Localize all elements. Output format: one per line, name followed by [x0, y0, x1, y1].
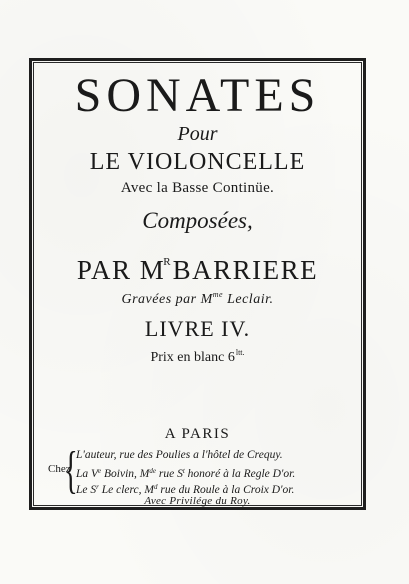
address-2-part-d: honoré à la Regle D'or.: [184, 468, 296, 480]
avec-line: Avec la Basse Continüe.: [120, 180, 275, 196]
address-2-sup-3: t: [182, 467, 185, 475]
engraver-name: Leclair.: [227, 292, 274, 307]
address-3-sup-2: d: [154, 483, 158, 491]
address-2-part-c: rue S: [156, 468, 183, 480]
engraver-line: [33, 286, 362, 309]
pour-line: Pour: [177, 123, 218, 145]
engraver-sup: me: [212, 290, 224, 299]
address-2-part-b: Boivin, M: [101, 468, 150, 480]
address-line-1: L'auteur, rue des Poulies a l'hôtel de Crequy.: [76, 449, 283, 461]
address-2-sup-1: e: [98, 467, 102, 475]
composees-line: Composées,: [142, 208, 253, 233]
price-sup: ltt.: [235, 348, 245, 357]
composer-line: [33, 246, 362, 286]
address-2-sup-2: de: [149, 467, 156, 475]
address-3-part-c: rue du Roule à la Croix D'or.: [157, 484, 295, 496]
address-2-part-a: La V: [76, 468, 99, 480]
price-text: Prix en blanc 6: [150, 350, 235, 365]
brace-glyph: {: [64, 442, 78, 499]
privilege-line: Avec Privilége du Roy.: [144, 495, 251, 507]
main-title: SONATES: [74, 69, 321, 122]
composer-name: BARRIERE: [172, 255, 319, 285]
address-line-2: [76, 464, 295, 481]
address-3-part-a: Le S: [76, 484, 97, 496]
place-line: A PARIS: [164, 426, 231, 442]
price-line: [33, 344, 362, 367]
address-3-part-b: Le clerc, M: [98, 484, 154, 496]
composer-prefix: PAR M: [76, 255, 166, 285]
instrument-line: LE VIOLONCELLE: [89, 149, 306, 175]
composer-sup: R: [163, 256, 171, 268]
address-3-sup-1: r: [96, 483, 99, 491]
engraver-prefix: Gravées par M: [121, 292, 213, 307]
chez-label: Chez: [48, 463, 71, 475]
book-number: LIVRE IV.: [144, 316, 251, 341]
